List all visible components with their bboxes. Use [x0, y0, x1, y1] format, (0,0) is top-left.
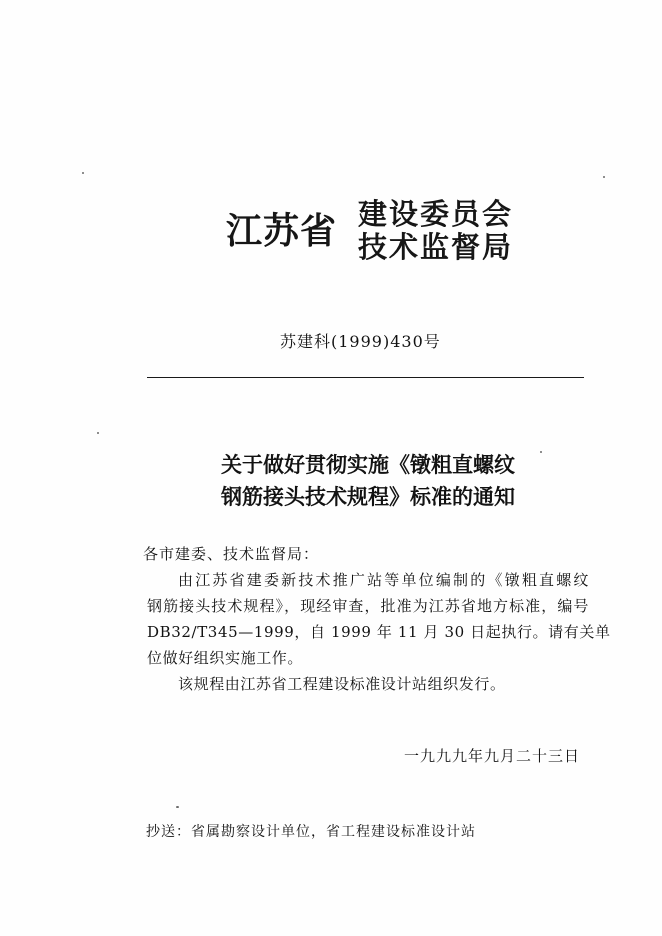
issue-date: 一九九九年九月二十三日 — [404, 747, 581, 765]
body-line: 位做好组织实施工作。 — [147, 649, 304, 667]
body-line: 由江苏省建委新技术推广站等单位编制的《镦粗直螺纹 — [178, 571, 589, 589]
scan-speck — [82, 172, 84, 174]
title-line-2: 钢筋接头技术规程》标准的通知 — [221, 485, 515, 509]
issuer-province: 江苏省 — [226, 210, 338, 252]
document-title — [148, 449, 588, 513]
title-line-1: 关于做好贯彻实施《镦粗直螺纹 — [221, 453, 515, 477]
scan-speck — [603, 176, 605, 178]
scan-speck — [176, 806, 179, 808]
issuer-agency-supervision: 技术监督局 — [358, 230, 514, 265]
body-paragraph-1 — [147, 567, 611, 671]
body-line: 钢筋接头技术规程》，现经审查，批准为江苏省地方标准，编号 — [147, 597, 589, 615]
carbon-copy-line: 抄送：省属勘察设计单位，省工程建设标准设计站 — [146, 824, 476, 840]
scan-speck — [97, 432, 99, 434]
scan-speck — [540, 451, 542, 453]
body-line: 该规程由江苏省工程建设标准设计站组织发行。 — [178, 675, 506, 693]
issuer-agency-construction: 建设委员会 — [358, 197, 514, 231]
salutation: 各市建委、技术监督局： — [143, 545, 320, 563]
body-line: DB32/T345—1999，自 1999 年 11 月 30 日起执行。请有关单 — [147, 623, 611, 641]
issuer-agencies — [358, 198, 513, 265]
header-divider — [147, 377, 584, 379]
document-number: 苏建科(1999)430号 — [280, 332, 441, 351]
body-paragraph-2 — [147, 671, 589, 697]
